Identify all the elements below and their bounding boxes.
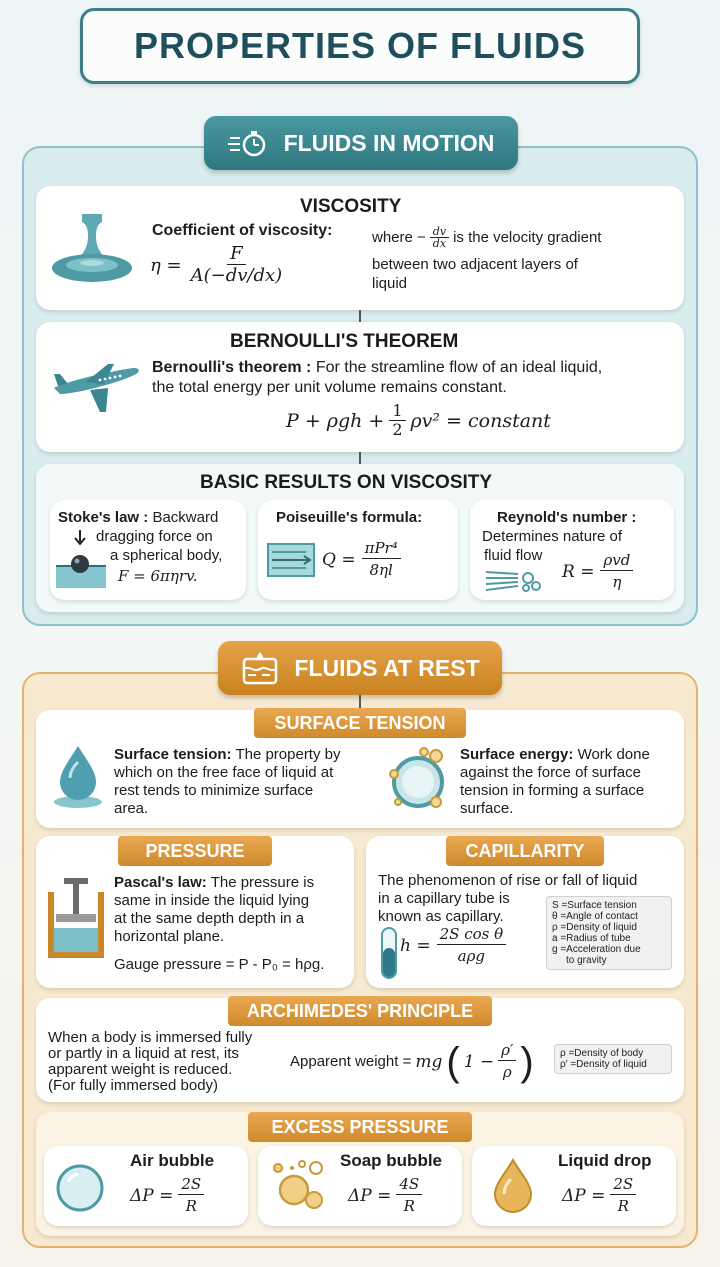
bernoulli-equation [286,402,551,439]
poiseuille-lhs: Q = [322,549,356,570]
surface-energy-label: Surface energy: [460,746,574,763]
air-bubble-formula [130,1174,204,1217]
bernoulli-label: Bernoulli's theorem : [152,359,312,376]
half-denominator: 2 [392,420,403,439]
liquid-drop-formula [562,1174,636,1217]
archimedes-legend [554,1044,672,1074]
surface-tension-text [114,746,374,818]
viscosity-title: VISCOSITY [300,196,402,217]
surface-tension-label: Surface tension: [114,746,232,763]
poiseuille-label: Poiseuille's formula: [276,509,423,526]
viscosity-label: Coefficient of viscosity: [152,222,333,239]
liquid-drop-numerator: 2S [610,1174,636,1195]
bernoulli-eq-a: P + ρgh + [286,409,385,432]
viscosity-denominator: A(−dv/dx) [190,265,283,286]
capillarity-c: known as capillary. [378,908,504,925]
archimedes-formula [290,1040,534,1083]
apparent-weight-label: Apparent weight = [290,1053,412,1070]
reynold-text-a: Determines nature of [482,528,623,545]
capillarity-lhs: h = [400,935,431,956]
reynold-text-b: fluid flow [484,547,543,564]
capillarity-legend [546,896,672,970]
liquid-drop-lhs: ΔP = [562,1185,606,1206]
legend-item: ρ =Density of body [560,1048,644,1059]
half-fraction [389,402,405,439]
airplane-icon [48,358,142,416]
excess-pressure-tag: EXCESS PRESSURE [248,1112,472,1142]
surface-tension-b: which on the free face of liquid at [114,764,334,781]
soap-bubble-label: Soap bubble [340,1151,442,1170]
pascal-b: same in inside the liquid lying [114,892,310,909]
bernoulli-eq-b: ρv² = constant [410,409,551,432]
archimedes-a: When a body is immersed fully [48,1029,253,1046]
stokes-equation: F = 6πηrv. [118,567,198,585]
soap-bubble-fraction [396,1174,422,1217]
soap-bubble-formula [348,1174,422,1217]
poiseuille-numerator: πPr⁴ [362,538,401,559]
bernoulli-title: BERNOULLI'S THEOREM [230,331,459,352]
viscosity-where-d: liquid [372,275,408,292]
stokes-text-b: dragging force on [96,528,213,545]
connector-line [359,695,361,709]
archimedes-b: or partly in a liquid at rest, its [48,1045,239,1062]
archimedes-mg: mg [415,1051,443,1072]
pascal-text [114,874,344,946]
liquid-drop-label: Liquid drop [558,1151,652,1170]
pipe-flow-icon [266,540,316,580]
archimedes-numerator: ρ′ [498,1040,516,1061]
title-box [80,8,640,84]
stokes-label: Stoke's law : [58,509,149,526]
falling-sphere-icon [54,528,110,592]
poiseuille-fraction [362,538,401,581]
gauge-pressure: Gauge pressure = P - P₀ = hρg. [114,956,325,973]
archimedes-d: (For fully immersed body) [48,1077,219,1094]
pascal-label: Pascal's law: [114,874,207,891]
air-bubble-fraction [178,1174,204,1217]
bernoulli-text-a: For the streamline flow of an ideal liquid, [315,359,603,376]
pascal-a: The pressure is [210,874,315,891]
water-drop-icon [48,742,108,812]
archimedes-c: apparent weight is reduced. [48,1061,233,1078]
surface-energy-b: against the force of surface [460,764,641,781]
viscosity-eta: η = [150,255,182,276]
poiseuille-denominator: 8ηl [369,561,393,579]
bubble-cluster-icon [386,744,456,816]
capillarity-denominator: aρg [457,947,486,965]
legend-item: to gravity [566,955,607,966]
reynold-lhs: R = [562,561,595,582]
archimedes-one-minus: 1 − [463,1051,495,1072]
archimedes-fraction [498,1040,516,1083]
half-numerator: 1 [389,402,405,421]
legend-item: S =Surface tension [552,900,637,911]
archimedes-denominator: ρ [502,1063,512,1081]
capillarity-numerator: 2S cos θ [437,924,507,945]
liquid-container-icon [240,651,280,685]
surface-energy-d: surface. [460,800,514,817]
reynold-denominator: η [612,573,622,591]
capillarity-fraction [437,924,507,967]
viscosity-where-c: between two adjacent layers of [372,256,578,273]
liquid-drop-icon [490,1156,536,1216]
stokes-line-1 [58,509,218,527]
air-bubble-lhs: ΔP = [130,1185,174,1206]
bernoulli-text-b: the total energy per unit volume remains constant. [152,379,507,396]
capillarity-a: The phenomenon of rise or fall of liquid [378,872,638,889]
viscosity-formula [150,244,285,287]
capillarity-b: in a capillary tube is [378,890,510,907]
fluids-at-rest-ribbon [218,641,502,695]
legend-item: θ =Angle of contact [552,911,638,922]
reynold-formula [562,550,633,593]
capillarity-formula [400,924,506,967]
stokes-text-a: Backward [152,509,219,526]
turbulent-flow-icon [484,566,544,596]
hydraulic-press-icon [44,876,108,960]
fluids-in-motion-heading: FLUIDS IN MOTION [283,129,495,156]
page-title: PROPERTIES OF FLUIDS [133,25,587,66]
basic-results-title: BASIC RESULTS ON VISCOSITY [200,472,493,493]
pressure-tag: PRESSURE [118,836,272,866]
capillarity-tag: CAPILLARITY [446,836,604,866]
open-paren: ( [446,1039,460,1084]
liquid-drop-denominator: R [617,1197,629,1215]
pascal-d: horizontal plane. [114,928,225,945]
fluids-at-rest-heading: FLUIDS AT REST [294,654,480,681]
legend-item: ρ′ =Density of liquid [560,1059,647,1070]
surface-tension-d: area. [114,800,149,817]
reynold-fraction [600,550,633,593]
legend-item: g =Acceleration due [552,944,641,955]
surface-tension-c: rest tends to minimize surface [114,782,314,799]
soap-bubble-numerator: 4S [396,1174,422,1195]
air-bubble-icon [54,1162,106,1214]
archimedes-tag: ARCHIMEDES' PRINCIPLE [228,996,492,1026]
viscosity-where-row [372,226,601,250]
soap-bubble-icon [268,1156,330,1216]
surface-energy-text [460,746,674,818]
air-bubble-numerator: 2S [178,1174,204,1195]
viscosity-fraction [188,244,286,287]
bernoulli-line-1 [152,359,602,377]
stokes-text-c: a spherical body, [110,547,223,564]
liquid-drop-fraction [610,1174,636,1217]
stopwatch-icon [228,128,270,158]
viscous-drip-icon [44,210,140,290]
soap-bubble-lhs: ΔP = [348,1185,392,1206]
viscosity-where-a: where − [372,229,426,246]
viscosity-numerator: F [227,244,246,265]
soap-bubble-denominator: R [403,1197,415,1215]
air-bubble-label: Air bubble [130,1151,215,1170]
surface-tension-tag: SURFACE TENSION [254,708,466,738]
legend-item: a =Radius of tube [552,933,631,944]
surface-energy-a: Work done [577,746,650,763]
viscosity-where-b: is the velocity gradient [453,229,602,246]
reynold-label: Reynold's number : [497,509,637,526]
velocity-gradient-fraction [430,226,449,250]
legend-item: ρ =Density of liquid [552,922,637,933]
surface-energy-c: tension in forming a surface [460,782,645,799]
close-paren: ) [520,1039,534,1084]
pascal-c: at the same depth depth in a [114,910,305,927]
poiseuille-formula [322,538,401,581]
reynold-numerator: ρvd [600,550,633,571]
gradient-numerator: dv [430,226,449,238]
archimedes-text [48,1030,284,1094]
air-bubble-denominator: R [185,1197,197,1215]
surface-tension-a: The property by [235,746,341,763]
gradient-denominator: dx [432,237,447,250]
fluids-in-motion-ribbon [204,116,518,170]
capillary-tube-icon [378,926,400,980]
